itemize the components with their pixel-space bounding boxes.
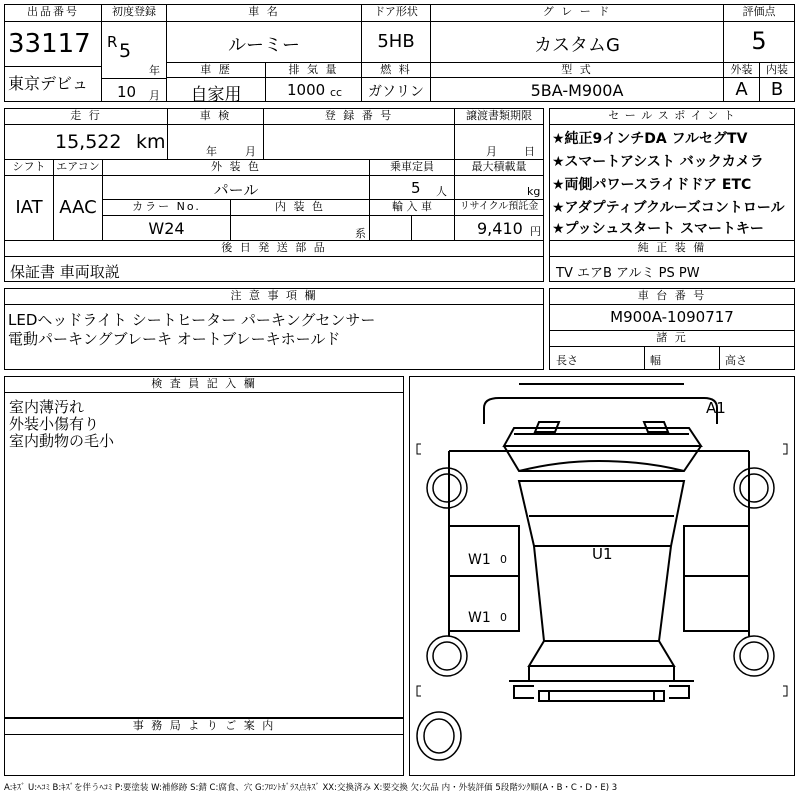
chassis-label: 車 台 番 号: [637, 289, 707, 302]
door-type: 5HB: [377, 31, 415, 52]
lot-number: 33117: [8, 29, 91, 59]
transfer-label: 譲渡書類期限: [466, 109, 532, 122]
car-name-label: 車 名: [248, 5, 280, 18]
inspection-year-unit: 年: [206, 145, 217, 158]
month-value: 10: [117, 83, 137, 101]
grade: カスタムG: [534, 35, 620, 56]
interior-grade: B: [770, 79, 784, 100]
mileage-unit: km: [136, 131, 166, 153]
sales-point-1: ★純正9インチDA フルセグTV: [552, 131, 748, 147]
height-label: 高さ: [725, 354, 747, 367]
capacity-unit: 人: [436, 185, 447, 198]
venue: 東京デビュ: [8, 74, 89, 93]
year-unit: 年: [149, 64, 160, 77]
inspector-line-2: 外装小傷有り: [9, 415, 100, 433]
transfer-day-unit: 日: [524, 145, 535, 158]
score-label: 評価点: [742, 5, 776, 18]
fuel: ガソリン: [368, 84, 424, 100]
damage-mark-w1-rear: W1: [468, 610, 491, 626]
color-label: 外 装 色: [211, 160, 261, 173]
displacement-value: 1000: [287, 81, 326, 99]
load-label: 最大積載量: [471, 160, 527, 173]
model-label: 型 式: [561, 63, 593, 76]
month-unit: 月: [149, 89, 160, 102]
recycle-unit: 円: [530, 225, 541, 238]
era-prefix: R: [107, 33, 118, 51]
int-color-label: 内 装 色: [275, 200, 325, 213]
exterior-label: 外装: [730, 63, 753, 76]
dims-label: 諸 元: [656, 331, 688, 344]
zero-mark-2: 0: [500, 611, 507, 624]
model: 5BA-M900A: [530, 81, 624, 100]
equipment-label: 純 正 装 備: [637, 241, 707, 254]
recycle-label: リサイクル預託金: [459, 201, 539, 212]
equipment: TV エアB アルミ PS PW: [556, 266, 700, 281]
inspection-month-unit: 月: [245, 145, 256, 158]
score: 5: [751, 27, 767, 55]
ac-label: エアコン: [56, 160, 100, 173]
width-label: 幅: [650, 354, 661, 367]
mileage-label: 走 行: [70, 109, 102, 122]
zero-mark-1: 0: [500, 553, 507, 566]
damage-mark-w1-front: W1: [468, 552, 491, 568]
reg-no-label: 登 録 番 号: [324, 109, 394, 122]
sales-point-3: ★両側パワースライドドア ETC: [552, 177, 752, 193]
grade-label: グ レ ー ド: [542, 5, 612, 18]
lot-label: 出品番号: [27, 5, 79, 18]
load-unit: kg: [527, 185, 541, 198]
car-diagram: [409, 376, 795, 776]
color: パール: [213, 181, 259, 199]
color-no: W24: [148, 219, 185, 238]
shift: IAT: [15, 197, 43, 218]
capacity-label: 乗車定員: [390, 160, 434, 173]
first-reg-label: 初度登録: [112, 5, 156, 18]
shift-label: シフト: [12, 160, 46, 173]
exterior-grade: A: [735, 79, 748, 100]
inspector-label: 検 査 員 記 入 欄: [151, 377, 257, 390]
fuel-label: 燃 料: [380, 63, 412, 76]
int-color-unit: 系: [355, 227, 366, 240]
chassis: M900A-1090717: [610, 308, 734, 326]
mileage-value: 15,522: [55, 131, 122, 153]
later-parts-label: 後 日 発 送 部 品: [221, 241, 327, 254]
history-label: 車 歴: [200, 63, 232, 76]
inspector-line-3: 室内動物の毛小: [9, 432, 115, 450]
later-parts: 保証書 車両取説: [10, 263, 120, 281]
caution-label: 注 意 事 項 欄: [230, 289, 318, 302]
door-label: ドア形状: [374, 5, 418, 18]
color-no-label: カラー No.: [132, 200, 201, 213]
sales-point-2: ★スマートアシスト バックカメラ: [552, 154, 764, 170]
displacement-label: 排 気 量: [288, 63, 339, 76]
sales-point-5: ★プッシュスタート スマートキー: [552, 221, 764, 237]
inspection-label: 車 検: [199, 109, 232, 122]
capacity-value: 5: [411, 179, 421, 197]
history: 自家用: [190, 85, 242, 105]
interior-label: 内装: [766, 63, 788, 76]
damage-mark-a1: A1: [706, 399, 726, 417]
length-label: 長さ: [556, 354, 578, 367]
transfer-month-unit: 月: [486, 145, 497, 158]
import-label: 輸 入 車: [392, 200, 432, 213]
caution-line-2: 電動パーキングブレーキ オートブレーキホールド: [8, 330, 341, 348]
sales-point-4: ★アダプティブクルーズコントロール: [552, 200, 785, 216]
inspector-line-1: 室内薄汚れ: [9, 398, 85, 416]
year-value: 5: [119, 40, 132, 62]
car-name: ルーミー: [228, 35, 300, 56]
caution-line-1: LEDヘッドライト シートヒーター パーキングセンサー: [8, 311, 376, 329]
office-label: 事 務 局 よ り ご 案 内: [132, 719, 276, 732]
damage-mark-u1: U1: [592, 545, 613, 563]
sales-points-label: セ ー ル ス ポ イ ン ト: [608, 109, 736, 122]
displacement-unit: cc: [330, 86, 343, 99]
recycle-value: 9,410: [477, 219, 523, 238]
ac: AAC: [59, 197, 97, 218]
footer-legend: A:ｷｽﾞ U:ﾍｺﾐ B:ｷｽﾞを伴うﾍｺﾐ P:要塗装 W:補修跡 S:錆 C:腐食、穴 G:ﾌﾛﾝﾄｶﾞﾗｽ点ｷｽﾞ XX:交換済み X:要交換 欠:欠品 内・外装評価 5段階ﾗﾝｸ順(A・B・C・D・E) 3: [4, 783, 618, 793]
